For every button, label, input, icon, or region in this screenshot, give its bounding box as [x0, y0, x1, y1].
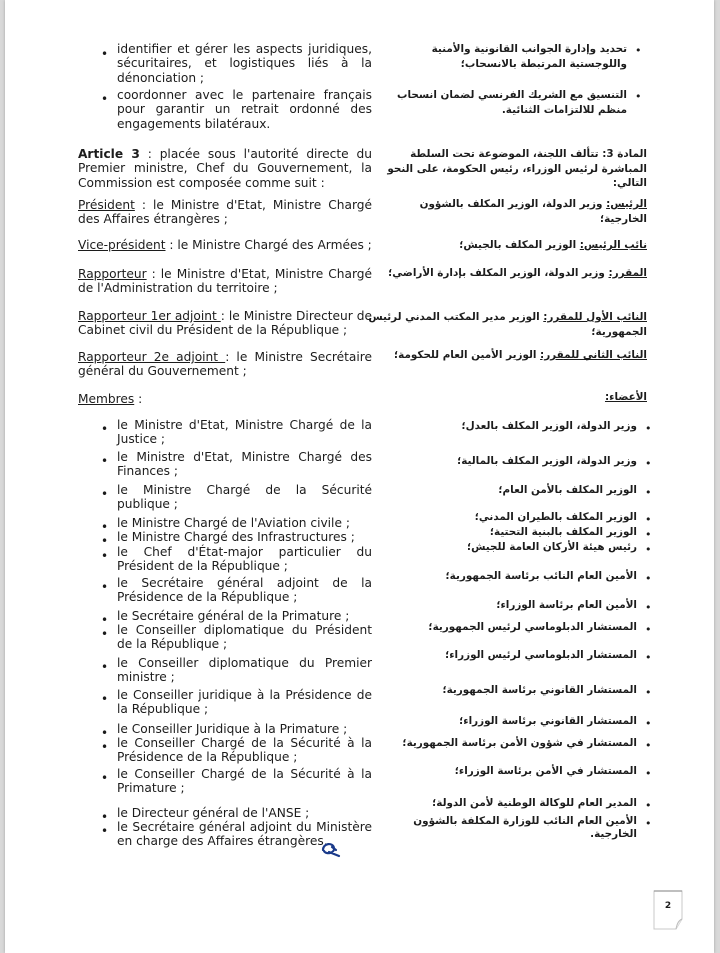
role-vice-president-fr	[78, 238, 372, 252]
member-item-fr: le Ministre Chargé des Infrastructures ;	[117, 530, 355, 544]
bullet-icon: •	[645, 572, 652, 585]
role-label: النائب الأول للمقرر:	[543, 311, 647, 323]
role-label: نائب الرئيس:	[579, 239, 647, 251]
signature-initials-icon	[317, 838, 345, 860]
member-item-ar: الوزير المكلف بالأمن العام؛	[498, 484, 637, 496]
role-label: المقرر:	[608, 267, 647, 279]
bullet-icon: •	[645, 623, 652, 636]
bullet-icon: •	[645, 486, 652, 499]
role-text: : le Ministre Secrétaire général du Gouvernement ;	[78, 350, 373, 379]
article-3-fr	[78, 147, 372, 190]
document-page	[5, 0, 714, 953]
role-text: وزير الدولة، الوزير المكلف بإدارة الأراضي؛	[388, 267, 609, 279]
bullet-icon: •	[101, 824, 109, 838]
members-suffix: :	[134, 392, 143, 406]
member-item-ar: الأمين العام النائب برئاسة الجمهورية؛	[445, 570, 637, 582]
role-text: : le Ministre Chargé des Armées ;	[165, 238, 372, 252]
article-text-ar: تتألف اللجنة، الموضوعة تحت السلطة المباشرة لرئيس الوزراء، رئيس الحكومة، على النحو التالي:	[387, 148, 647, 189]
member-item-fr: le Ministre Chargé de l'Aviation civile ;	[117, 516, 350, 530]
role-rapporteur-fr	[78, 267, 372, 296]
bullet-icon: •	[101, 810, 109, 824]
bullet-icon: •	[101, 520, 109, 534]
member-item-ar: المدير العام للوكالة الوطنية لأمن الدولة؛	[432, 797, 637, 809]
page-number: 2	[664, 901, 672, 911]
intro-bullet-ar-2: التنسيق مع الشريك الفرنسي لضمان انسحاب منظم للالتزامات الثنائية.	[397, 89, 627, 116]
role-rapporteur-ar	[377, 266, 647, 281]
intro-bullet-fr-2: coordonner avec le partenaire français pour garantir un retrait ordonné des engagements bilatéraux.	[117, 88, 372, 131]
role-rapporteur-1-ar	[367, 310, 647, 339]
role-president-ar	[377, 197, 647, 226]
member-item-fr: le Ministre d'Etat, Ministre Chargé de la Justice ;	[117, 418, 372, 447]
article-text-fr: : placée sous l'autorité directe du Premier ministre, Chef du Gouvernement, la Commission est composée comme suit :	[78, 147, 372, 190]
role-text: الوزير الأمين العام للحكومة؛	[394, 349, 541, 361]
role-label: Vice-président	[78, 238, 166, 252]
bullet-icon: •	[645, 601, 652, 614]
role-text: : le Ministre d'Etat, Ministre Chargé des Affaires étrangères ;	[78, 198, 372, 227]
members-heading-fr	[78, 392, 372, 406]
bullet-icon: •	[645, 686, 652, 699]
bullet-icon: •	[645, 422, 652, 435]
role-label: Président	[78, 198, 135, 212]
role-text: وزير الدولة، الوزير المكلف بالشؤون الخارجية؛	[419, 198, 647, 225]
page-number-badge	[652, 889, 684, 931]
role-rapporteur-2-fr	[78, 350, 372, 379]
member-item-ar: وزير الدولة، الوزير المكلف بالعدل؛	[461, 420, 637, 432]
members-label: Membres	[78, 392, 135, 406]
bullet-icon: •	[645, 799, 652, 812]
bullet-icon: •	[645, 817, 652, 830]
role-text: الوزير المكلف بالجيش؛	[459, 239, 580, 251]
member-item-ar: الأمين العام برئاسة الوزراء؛	[496, 599, 637, 611]
member-item-ar: الأمين العام النائب للوزارة المكلفة بالشؤون الخارجية.	[413, 815, 637, 840]
member-item-fr: le Directeur général de l'ANSE ;	[117, 806, 310, 820]
member-item-ar: المستشار الدبلوماسي لرئيس الوزراء؛	[445, 649, 637, 661]
bullet-icon: •	[645, 457, 652, 470]
article-label-fr: Article 3	[78, 147, 140, 161]
bullet-icon: •	[101, 454, 109, 468]
bullet-icon: •	[101, 726, 109, 740]
role-label: Rapporteur	[78, 267, 147, 281]
member-item-fr: le Ministre Chargé de la Sécurité publique ;	[117, 483, 372, 512]
members-heading-ar	[377, 390, 647, 405]
member-item-ar: وزير الدولة، الوزير المكلف بالمالية؛	[457, 455, 637, 467]
bullet-icon: •	[645, 543, 652, 556]
member-item-ar: الوزير المكلف بالبنية التحتية؛	[489, 526, 637, 538]
member-item-fr: le Chef d'État-major particulier du Président de la République ;	[117, 545, 372, 574]
member-item-fr: le Conseiller Juridique à la Primature ;	[117, 722, 348, 736]
intro-bullet-fr-1: identifier et gérer les aspects juridiques, sécuritaires, et logistiques liés à la dénonciation ;	[117, 42, 372, 85]
bullet-icon: •	[101, 771, 109, 785]
bullet-icon: •	[101, 613, 109, 627]
intro-bullet-ar-1: تحديد وإدارة الجوانب القانونية والأمنية واللوجستية المرتبطة بالانسحاب؛	[431, 43, 627, 70]
bullet-icon: •	[101, 660, 109, 674]
bullet-icon: •	[645, 528, 652, 541]
member-item-ar: المستشار في الأمن برئاسة الوزراء؛	[454, 765, 637, 777]
member-item-ar: المستشار القانوني برئاسة الجمهورية؛	[442, 684, 637, 696]
role-label: Rapporteur 1er adjoint	[78, 309, 221, 323]
bullet-icon: •	[101, 692, 109, 706]
role-rapporteur-1-fr	[78, 309, 372, 338]
member-item-fr: le Conseiller Chargé de la Sécurité à la Présidence de la République ;	[117, 736, 372, 765]
role-label: الرئيس:	[606, 198, 647, 210]
member-item-fr: le Conseiller diplomatique du Premier ministre ;	[117, 656, 372, 685]
member-item-fr: le Ministre d'Etat, Ministre Chargé des Finances ;	[117, 450, 372, 479]
bullet-icon: •	[101, 487, 109, 501]
role-text: : le Ministre d'Etat, Ministre Chargé de l'Administration du territoire ;	[78, 267, 372, 296]
bullet-icon: •	[645, 717, 652, 730]
member-item-fr: le Secrétaire général adjoint du Ministère en charge des Affaires étrangères.	[117, 820, 372, 849]
role-text: : le Ministre Directeur de Cabinet civil du Président de la République ;	[78, 309, 372, 338]
role-vice-president-ar	[377, 238, 647, 253]
role-label: Rapporteur 2e adjoint	[78, 350, 226, 364]
member-item-ar: المستشار في شؤون الأمن برئاسة الجمهورية؛	[402, 737, 637, 749]
article-label-ar: المادة 3:	[602, 148, 647, 160]
bullet-icon: •	[645, 767, 652, 780]
member-item-ar: المستشار الدبلوماسي لرئيس الجمهورية؛	[428, 621, 637, 633]
member-item-ar: الوزير المكلف بالطيران المدني؛	[474, 511, 637, 523]
bullet-icon: •	[635, 90, 642, 103]
bullet-icon: •	[101, 92, 109, 106]
bullet-icon: •	[101, 627, 109, 641]
bullet-icon: •	[645, 651, 652, 664]
member-item-ar: المستشار القانوني برئاسة الوزراء؛	[459, 715, 637, 727]
article-3-ar	[377, 147, 647, 191]
bullet-icon: •	[101, 47, 109, 61]
role-text: الوزير مدير المكتب المدني لرئيس الجمهورية؛	[368, 311, 647, 338]
member-item-fr: le Secrétaire général adjoint de la Présidence de la République ;	[117, 576, 372, 605]
role-president-fr	[78, 198, 372, 227]
member-item-ar: رئيس هيئة الأركان العامة للجيش؛	[466, 541, 637, 553]
member-item-fr: le Conseiller diplomatique du Président de la République ;	[117, 623, 372, 652]
bullet-icon: •	[101, 422, 109, 436]
member-item-fr: le Conseiller juridique à la Présidence de la République ;	[117, 688, 372, 717]
bullet-icon: •	[645, 739, 652, 752]
bullet-icon: •	[101, 549, 109, 563]
bullet-icon: •	[635, 44, 642, 57]
bullet-icon: •	[645, 513, 652, 526]
members-label: الأعضاء:	[604, 391, 647, 403]
bullet-icon: •	[101, 534, 109, 548]
bullet-icon: •	[101, 580, 109, 594]
member-item-fr: le Secrétaire général de la Primature ;	[117, 609, 350, 623]
member-item-fr: le Conseiller Chargé de la Sécurité à la Primature ;	[117, 767, 372, 796]
bullet-icon: •	[101, 740, 109, 754]
role-rapporteur-2-ar	[377, 348, 647, 363]
role-label: النائب الثاني للمقرر:	[540, 349, 647, 361]
